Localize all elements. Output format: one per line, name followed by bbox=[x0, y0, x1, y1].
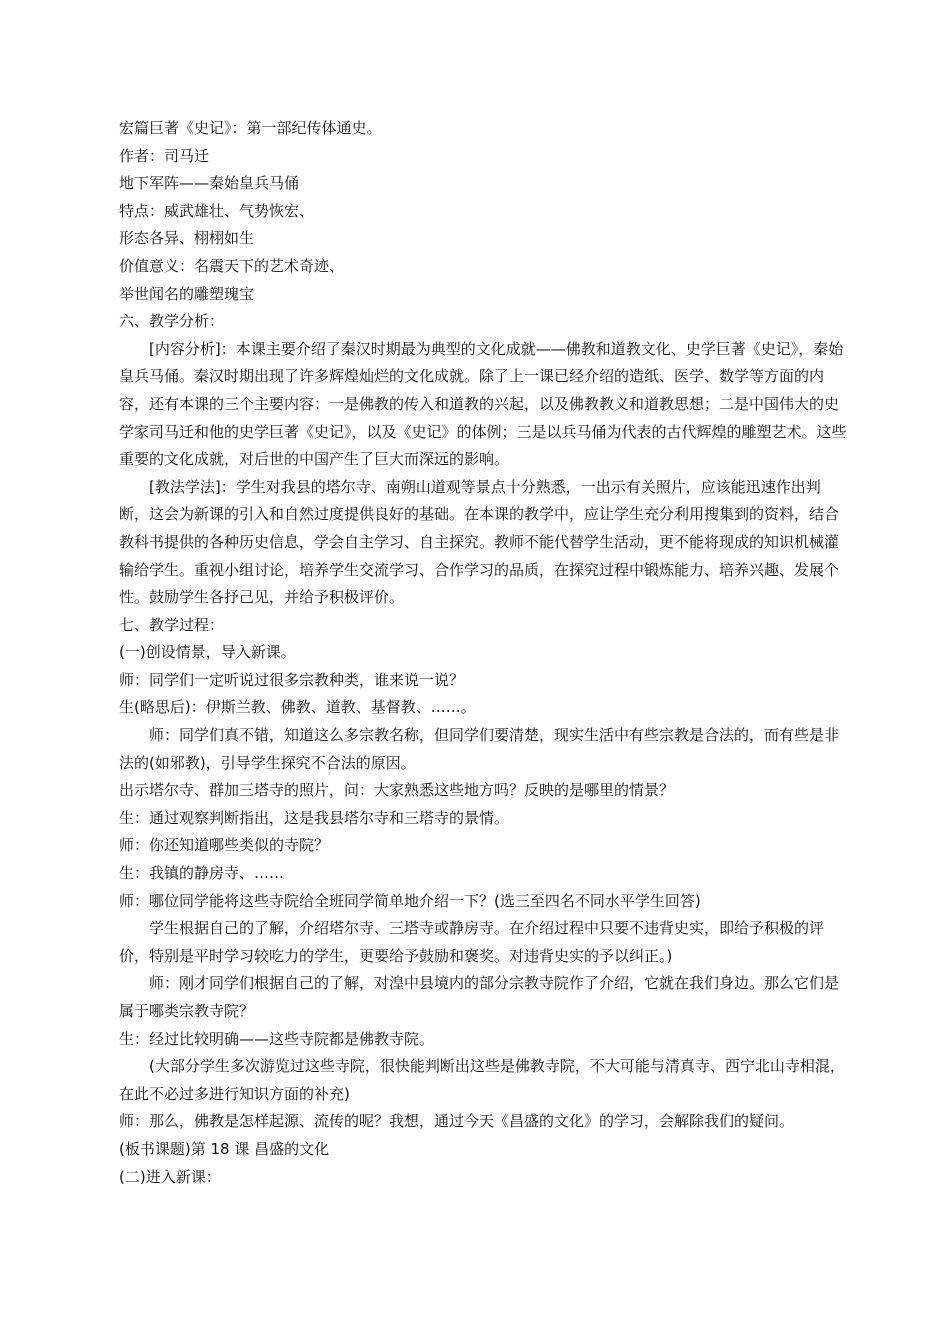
paragraph-step-two: (二)进入新课： bbox=[119, 1167, 221, 1186]
paragraph-shiji-title: 宏篇巨著《史记》：第一部纪传体通史。 bbox=[119, 119, 382, 137]
paragraph-teacher-2: 师：同学们真不错，知道这么多宗教名称，但同学们要清楚，现实生活中有些宗教是合法的，而有些是非法的(如邪教)，引导学生探究不合法的原因。 bbox=[119, 726, 840, 772]
paragraph-teacher-q1: 师：同学们一定听说过很多宗教种类，谁来说一说？ bbox=[119, 670, 465, 689]
section-heading-teaching-analysis: 六、教学分析： bbox=[119, 312, 225, 331]
paragraph-step-one: (一)创设情景，导入新课。 bbox=[119, 643, 296, 662]
paragraph-teaching-methods: [教法学法]：学生对我县的塔尔寺、南朔山道观等景点十分熟悉，一出示有关照片，应该能迅速作出判断，这会为新课的引入和自然过度提供良好的基础。在本课的教学中，应让学生充分利用搜集到的资料，结合教科书提供的各种历史信息，学会自主学习、自主探究。教师不能代替学生活动，更不能将现成的知识机械灌输给学生。重视小组讨论，培养学生交流学习、合作学习的品质，在探究过程中锻炼能力、培养兴趣、发展个性。鼓励学生各抒己见，并给予积极评价。 bbox=[119, 477, 840, 607]
paragraph-teacher-6: 师：那么，佛教是怎样起源、流传的呢？我想，通过今天《昌盛的文化》的学习，会解除我们的疑问。 bbox=[119, 1112, 795, 1131]
paragraph-student-a3: 生：我镇的静房寺、…… bbox=[119, 864, 285, 883]
paragraph-features-cont: 形态各异、栩栩如生 bbox=[119, 229, 255, 248]
paragraph-student-intro: 学生根据自己的了解，介绍塔尔寺、三塔寺或静房寺。在介绍过程中只要不违背史实，即给予积极的评价，特别是平时学习较吃力的学生，更要给予鼓励和褒奖。对违背史实的予以纠正。) bbox=[119, 919, 825, 965]
paragraph-student-a5: 生：经过比较明确——这些寺院都是佛教寺院。 bbox=[119, 1029, 435, 1048]
paragraph-teacher-q4: 师：哪位同学能将这些寺院给全班同学简单地介绍一下？(选三至四名不同水平学生回答) bbox=[119, 891, 701, 910]
paragraph-teacher-q3: 师：你还知道哪些类似的寺院？ bbox=[119, 836, 330, 855]
paragraph-value-cont: 举世闻名的雕塑瑰宝 bbox=[119, 284, 255, 303]
paragraph-content-analysis: [内容分析]：本课主要介绍了秦汉时期最为典型的文化成就——佛教和道教文化、史学巨著《史记》，秦始皇兵马俑。秦汉时期出现了许多辉煌灿烂的文化成就。除了上一课已经介绍的造纸、医学、数学等方面的内容，还有本课的三个主要内容：一是佛教的传入和道教的兴起，以及佛教教义和道教思想；二是中国伟大的史学家司马迁和他的史学巨著《史记》，以及《史记》的体例；三是以兵马俑为代表的古代辉煌的雕塑艺术。这些重要的文化成就，对后世的中国产生了巨大而深远的影响。 bbox=[119, 339, 847, 469]
paragraph-value: 价值意义：名震天下的艺术奇迹、 bbox=[119, 256, 345, 275]
document-body bbox=[119, 115, 849, 1191]
section-heading-teaching-process: 七、教学过程： bbox=[119, 615, 225, 634]
paragraph-features: 特点：威武雄壮、气势恢宏、 bbox=[119, 201, 315, 220]
paragraph-student-a1: 生(略思后)：伊斯兰教、佛教、道教、基督教、……。 bbox=[119, 698, 476, 717]
paragraph-teacher-5: 师：刚才同学们根据自己的了解，对湟中县境内的部分宗教寺院作了介绍，它就在我们身边。那么它们是属于哪类宗教寺院？ bbox=[119, 974, 840, 1020]
paragraph-terracotta-army: 地下军阵——秦始皇兵马俑 bbox=[119, 174, 300, 193]
paragraph-lesson-title: (板书课题)第 18 课 昌盛的文化 bbox=[119, 1139, 330, 1158]
paragraph-author: 作者：司马迁 bbox=[119, 146, 210, 165]
paragraph-student-a2: 生：通过观察判断指出，这是我县塔尔寺和三塔寺的景情。 bbox=[119, 808, 510, 827]
paragraph-note: (大部分学生多次游览过这些寺院，很快能判断出这些是佛教寺院，不大可能与清真寺、西宁北山寺相混，在此不必过多进行知识方面的补充) bbox=[119, 1057, 845, 1103]
paragraph-show-photos: 出示塔尔寺、群加三塔寺的照片，问：大家熟悉这些地方吗？反映的是哪里的情景？ bbox=[119, 781, 675, 800]
